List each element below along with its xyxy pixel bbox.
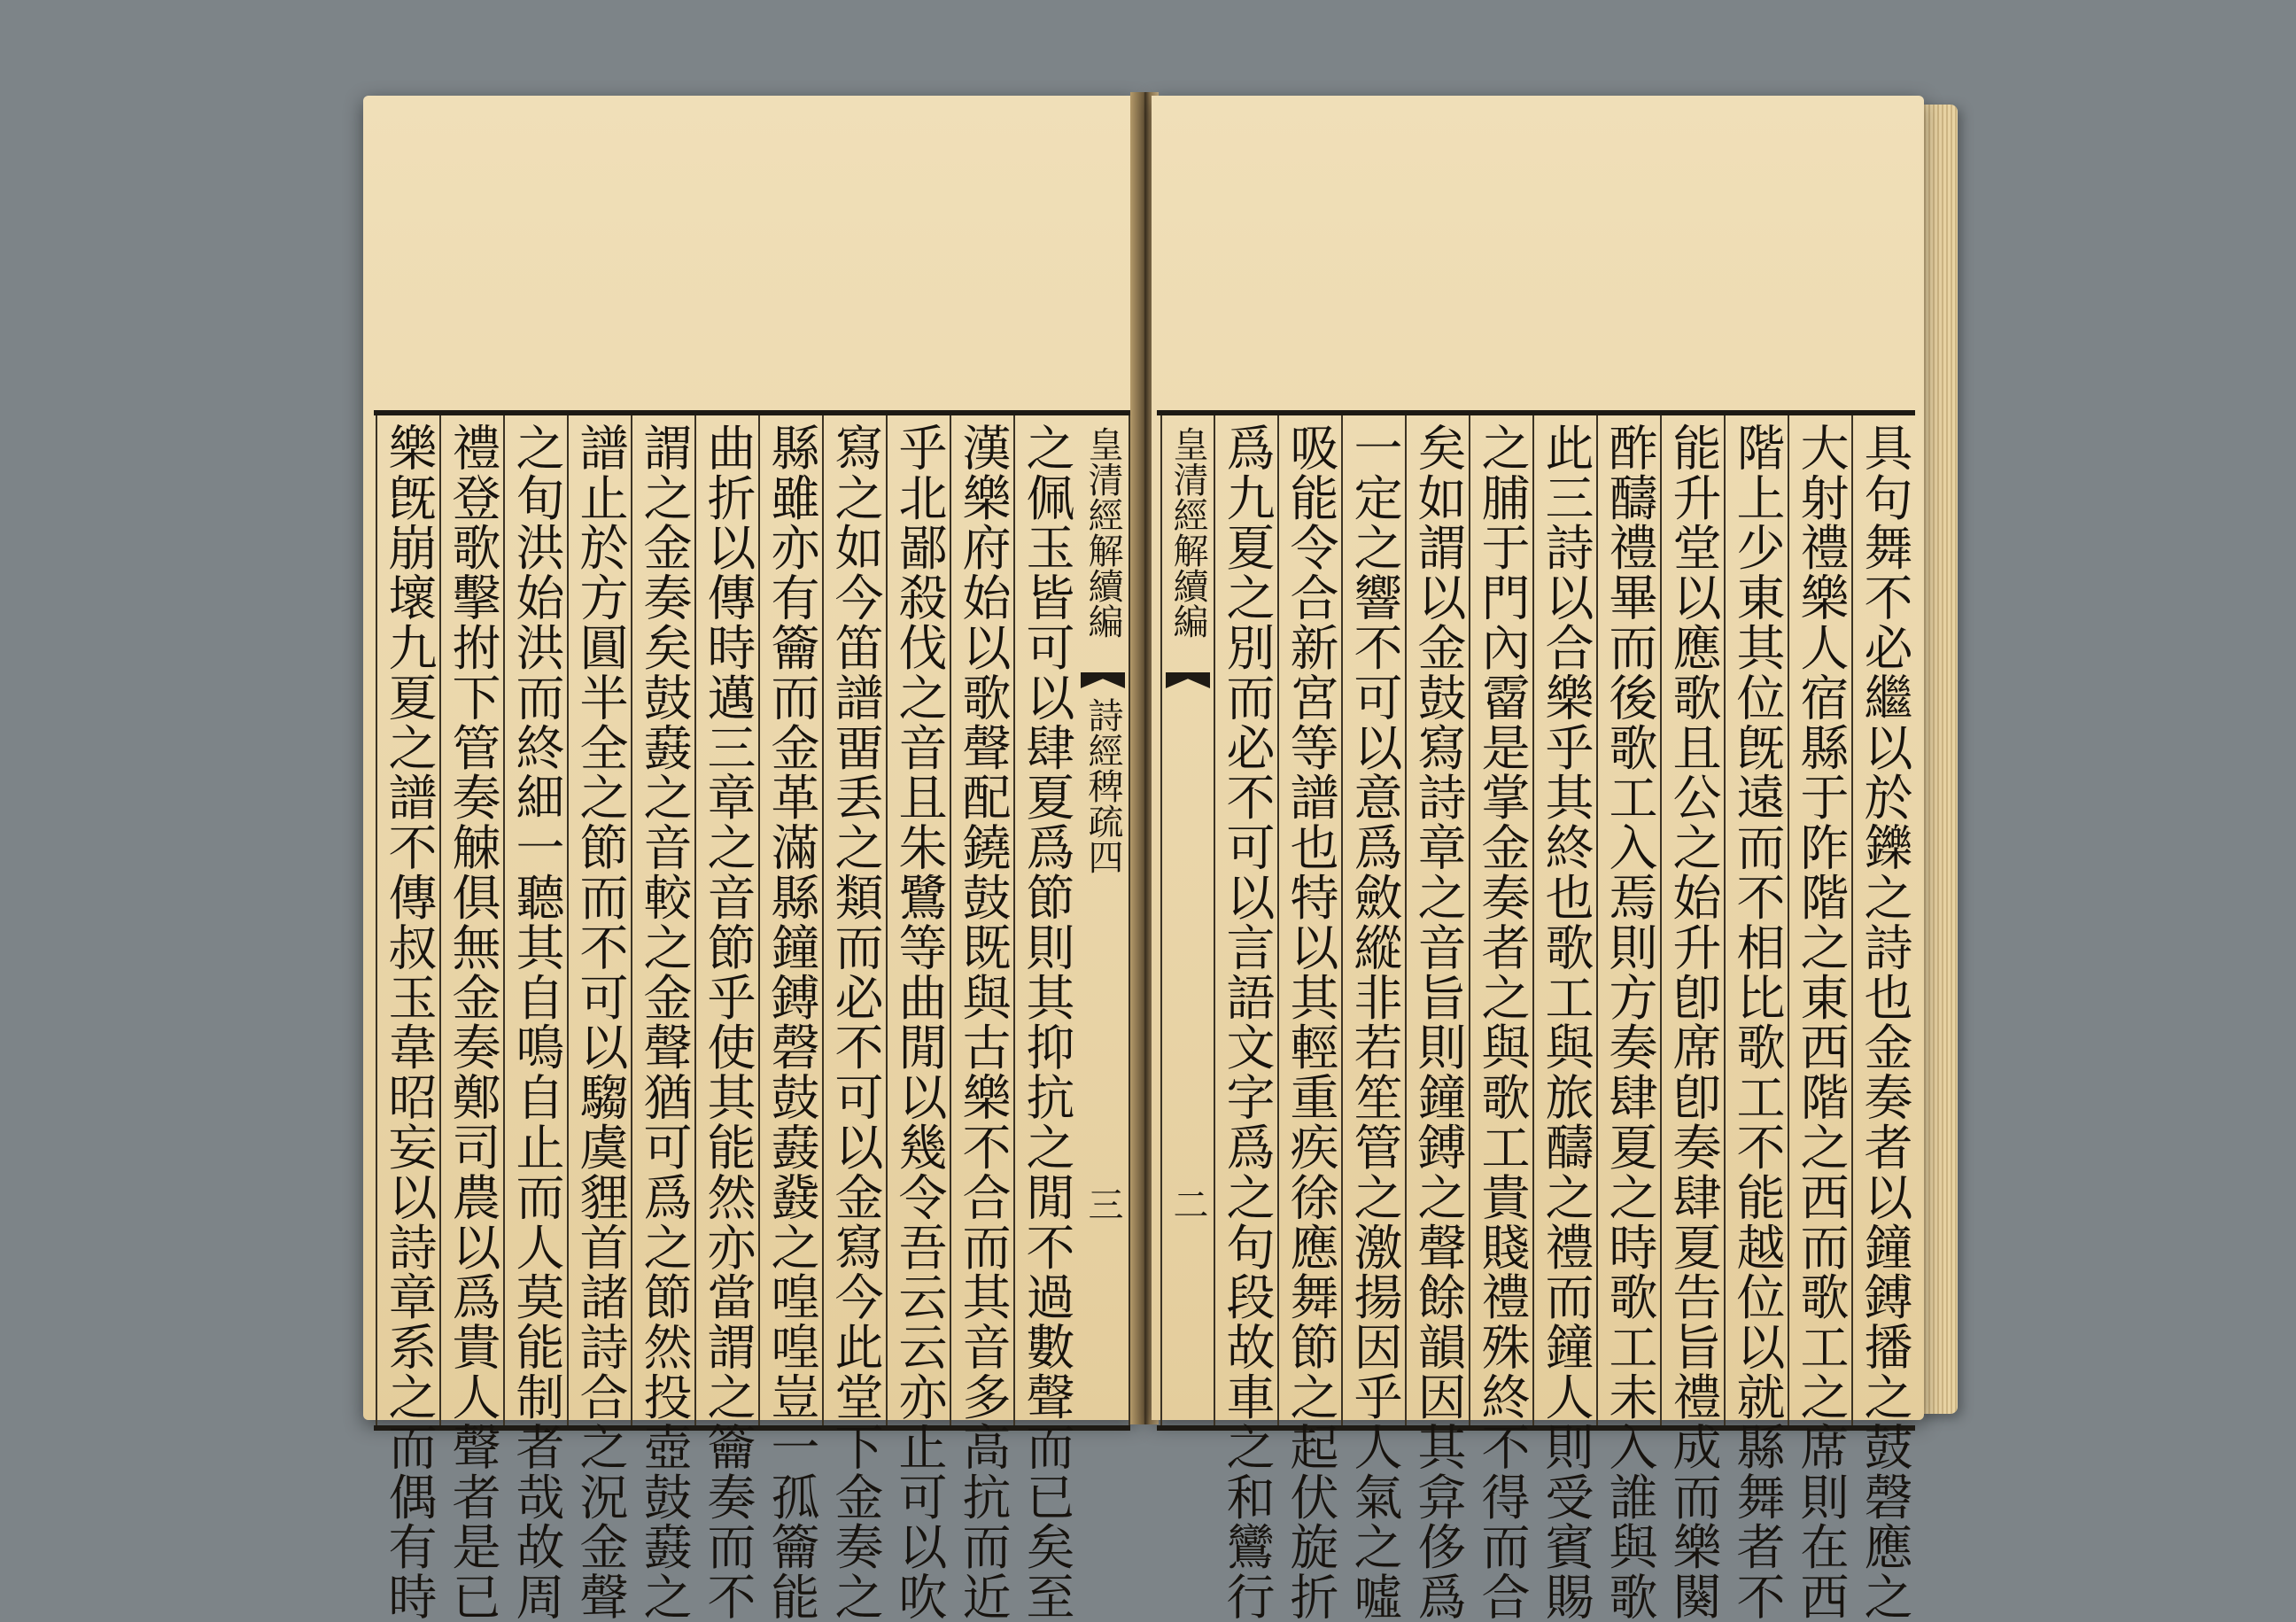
text-column [376, 415, 439, 1622]
text-column [1013, 415, 1077, 1622]
column-text: 之脯于門內霤是掌金奏者之與歌工貴賤禮殊終不得而合 [1473, 423, 1531, 1622]
column-text: 之旬洪始洪而終細一聽其自鳴自止而人莫能制者哉故周 [508, 423, 565, 1622]
text-column [950, 415, 1013, 1622]
right-text-frame [1157, 410, 1915, 1622]
text-column [1851, 415, 1915, 1622]
text-column [1532, 415, 1596, 1622]
column-text: 階上少東其位旣遠而不相比歌工不能越位以就縣舞者不 [1728, 423, 1786, 1622]
column-text: 爲九夏之別而必不可以言語文字爲之句段故車之和鸞行 [1218, 423, 1276, 1622]
column-text: 大射禮樂人宿縣于阼階之東西階之西而歌工之席則在西 [1792, 423, 1850, 1622]
column-text: 譜止於方圓半全之節而不可以騶虞貍首諸詩合之況金聲 [571, 423, 629, 1622]
margin-folio: 二 [1167, 1186, 1208, 1222]
column-text: 禮登歌擊拊下管奏觫俱無金奏鄭司農以爲貴人聲者是已 [444, 423, 501, 1622]
margin-book-title: 皇清經解續編 [1167, 426, 1208, 639]
text-column [1596, 415, 1660, 1622]
column-text: 矣如謂以金鼓寫詩章之音旨則鐘鎛之聲餘韻因其弇侈爲 [1409, 423, 1467, 1622]
text-column [886, 415, 950, 1622]
column-text: 之佩玉皆可以肆夏爲節則其抑抗之閒不過數聲而已矣至 [1018, 423, 1075, 1622]
column-text: 吸能令合新宮等譜也特以其輕重疾徐應舞節之起伏旋折 [1282, 423, 1339, 1622]
column-text: 乎北鄙殺伐之音且朱鷺等曲閒以幾令吾云云亦止可以吹 [890, 423, 948, 1622]
right-columns [1157, 415, 1915, 1622]
column-text: 此三詩以合樂乎其終也歌工與旅醻之禮而鐘人則受賓賜 [1537, 423, 1594, 1622]
text-column [1660, 415, 1724, 1622]
column-text: 謂之金奏矣鼓鼖之音較之金聲猶可爲之節然投壺鼓鼖之 [635, 423, 693, 1622]
right-page-margin [1160, 415, 1214, 1425]
left-text-frame [374, 410, 1130, 1622]
left-page-margin [1077, 415, 1130, 1425]
column-text: 能升堂以應歌且公之始升卽席卽奏肆夏告旨禮成而樂闋 [1664, 423, 1722, 1622]
left-page [363, 96, 1137, 1622]
text-column [631, 415, 694, 1622]
column-text: 酢醻禮畢而後歌工入焉則方奏肆夏之時歌工未入誰與歌 [1601, 423, 1658, 1622]
column-text: 寫之如今笛譜畱丢之類而必不可以金寫今此堂下金奏之 [826, 423, 884, 1622]
column-text: 樂旣崩壞九夏之譜不傳叔玉韋昭妄以詩章系之而偶有時 [380, 423, 438, 1622]
column-text: 曲折以傳時邁三章之音節乎使其能然亦當謂之籥奏而不 [699, 423, 756, 1622]
text-column [1277, 415, 1341, 1622]
margin-folio: 三 [1082, 1186, 1123, 1222]
margin-chapter-title: 詩經稗疏四 [1082, 697, 1123, 874]
column-text: 具句舞不必繼以於鑠之詩也金奏者以鐘鎛播之鼓磬應之 [1856, 423, 1913, 1622]
column-text: 一定之響不可以意爲斂縱非若笙管之激揚因乎人氣之噓 [1346, 423, 1403, 1622]
text-column [503, 415, 567, 1622]
text-column [1724, 415, 1788, 1622]
text-column [822, 415, 886, 1622]
column-text: 縣雖亦有籥而金革滿縣鐘鎛磬鼓鼖鼗之喤喤豈一孤籥能 [763, 423, 820, 1622]
text-column [439, 415, 503, 1622]
text-column [1341, 415, 1405, 1622]
fish-tail-mark [1166, 672, 1210, 688]
text-column [1469, 415, 1532, 1622]
text-column [694, 415, 758, 1622]
text-column [758, 415, 822, 1622]
left-columns [374, 415, 1130, 1622]
text-column [1788, 415, 1851, 1622]
text-column [1214, 415, 1277, 1622]
margin-book-title: 皇清經解續編 [1082, 426, 1123, 639]
fish-tail-mark [1081, 672, 1125, 688]
text-column [567, 415, 631, 1622]
column-text: 漢樂府始以歌聲配鐃鼓既與古樂不合而其音多高抗而近 [954, 423, 1012, 1622]
text-column [1405, 415, 1469, 1622]
right-page [1152, 96, 1924, 1622]
